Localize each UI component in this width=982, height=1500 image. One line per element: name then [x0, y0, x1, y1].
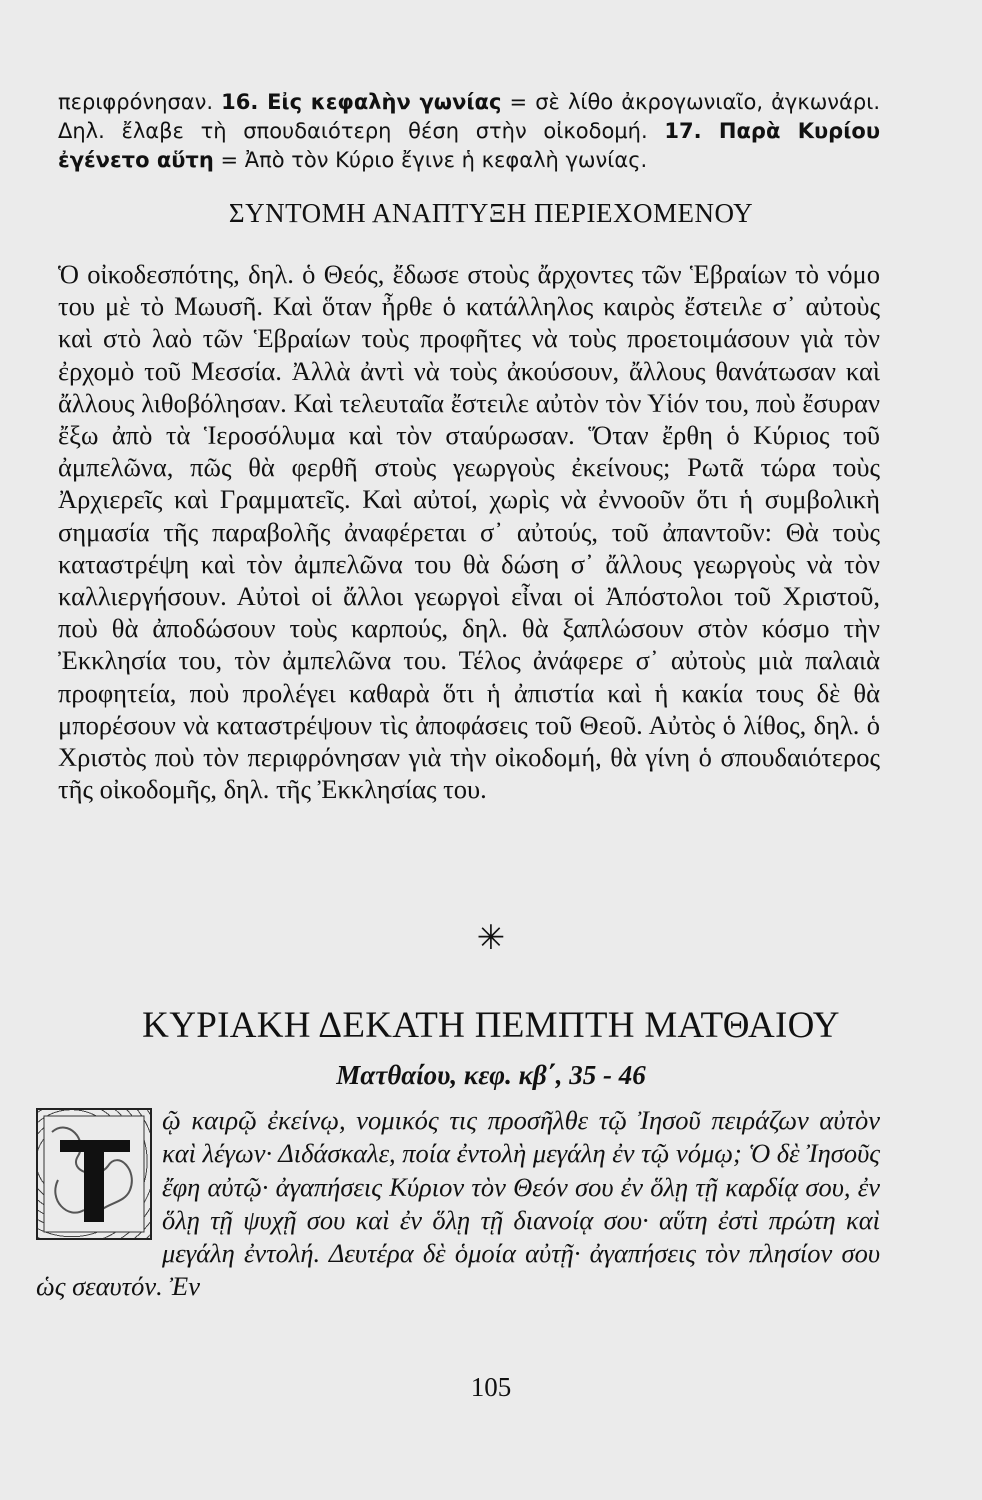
page-number: 105	[470, 1372, 512, 1402]
note-text: = Ἀπὸ τὸν Κύριο ἔγινε ἡ κεφαλὴ γωνίας.	[213, 148, 648, 172]
note-term-16: 16. Εἰς κεφαλὴν γωνίας	[221, 90, 502, 114]
chapter-title: ΚΥΡΙΑΚΗ ΔΕΚΑΤΗ ΠΕΜΠΤΗ ΜΑΤΘΑΙΟΥ	[142, 1005, 840, 1046]
scripture-reference: Ματθαίου, κεφ. κβ΄, 35 - 46	[336, 1060, 646, 1090]
gospel-text: ῷ καιρῷ ἐκείνῳ, νομικός τις προσῆλθε τῷ Ἰησοῦ πειράζων αὐτὸν καὶ λέγων· Διδάσκαλε, ποία ἐντολὴ μεγάλη ἐν τῷ νόμῳ; Ὁ δὲ Ἰησοῦς ἔφη αὐτῷ· ἀγαπήσεις Κύριον τὸν Θεόν σου ἐν ὅλῃ τῇ καρδίᾳ σου, ἐν ὅλῃ τῇ ψυχῇ σου καὶ ἐν ὅλῃ τῇ διανοίᾳ σου· αὕτη ἐστὶ πρώτη καὶ μεγάλη ἐντολή. Δευτέρα δὲ ὁμοία αὐτῇ· ἀγαπήσεις τὸν πλησίον σου ὡς σεαυτόν. Ἐν	[36, 1105, 880, 1302]
note-text: περιφρόνησαν.	[58, 90, 222, 114]
gospel-reading	[36, 1104, 880, 1344]
section-title: ΣΥΝΤΟΜΗ ΑΝΑΠΤΥΞΗ ΠΕΡΙΕΧΟΜΕΝΟΥ	[228, 198, 754, 228]
footnote-commentary	[58, 88, 880, 175]
separator-asterisk-icon: ✳	[476, 918, 506, 958]
note-text: = σὲ λίθο ἀκρογωνιαῖο, ἀγκωνάρι. Δηλ. ἔλαβε τὴ σπουδαιότερη θέση στὴν οἰκοδομή.	[58, 90, 880, 143]
ornamental-drop-cap	[36, 1108, 152, 1240]
summary-paragraph: Ὁ οἰκοδεσπότης, δηλ. ὁ Θεός, ἔδωσε στοὺς ἄρχοντες τῶν Ἑβραίων τὸ νόμο του μὲ τὸ Μωυσῆ. Καὶ ὅταν ἦρθε ὁ κατάλληλος καιρὸς ἔστειλε σ᾽ αὐτοὺς καὶ στὸ λαὸ τῶν Ἑβραίων τοὺς προφῆτες νὰ τοὺς προετοιμάσουν γιὰ τὸν ἐρχομὸ τοῦ Μεσσία. Ἀλλὰ ἀντὶ νὰ τοὺς ἀκούσουν, ἄλλους θανάτωσαν καὶ ἄλλους λιθοβόλησαν. Καὶ τελευταῖα ἔστειλε αὐτὸν τὸν Υἱόν του, ποὺ ἔσυραν ἔξω ἀπὸ τὰ Ἱεροσόλυμα καὶ τὸν σταύρωσαν. Ὅταν ἔρθη ὁ Κύριος τοῦ ἀμπελῶνα, πῶς θὰ φερθῆ στοὺς γεωργοὺς ἐκείνους; Ρωτᾶ τώρα τοὺς Ἀρχιερεῖς καὶ Γραμματεῖς. Καὶ αὐτοί, χωρὶς νὰ ἐννοοῦν ὅτι ἡ συμβολικὴ σημασία τῆς παραβολῆς ἀναφέρεται σ᾽ αὐτούς, τοῦ ἀπαντοῦν: Θὰ τοὺς καταστρέψη καὶ τὸν ἀμπελῶνα του θὰ δώση σ᾽ ἄλλους γεωργοὺς νὰ τὸν καλλιεργήσουν. Αὐτοὶ οἱ ἄλλοι γεωργοὶ εἶναι οἱ Ἀπόστολοι τοῦ Χριστοῦ, ποὺ θὰ ἀποδώσουν τοὺς καρπούς, δηλ. θὰ ξαπλώσουν στὸν κόσμο τὴν Ἐκκλησία του, τὸν ἀμπελῶνα του. Τέλος ἀνάφερε σ᾽ αὐτοὺς μιὰ παλαιὰ προφητεία, ποὺ προλέγει καθαρὰ ὅτι ἡ ἀπιστία καὶ ἡ κακία τους δὲ θὰ μπορέσουν νὰ καταστρέψουν τὶς ἀποφάσεις τοῦ Θεοῦ. Αὐτὸς ὁ λίθος, δηλ. ὁ Χριστὸς ποὺ τὸν περιφρόνησαν γιὰ τὴν οἰκοδομή, θὰ γίνη ὁ σπουδαιότερος τῆς οἰκοδομῆς, δηλ. τῆς Ἐκκλησίας του.	[58, 259, 880, 805]
note-term-17: 17. Παρὰ Κυρίου ἐγένετο αὕτη	[58, 119, 880, 172]
